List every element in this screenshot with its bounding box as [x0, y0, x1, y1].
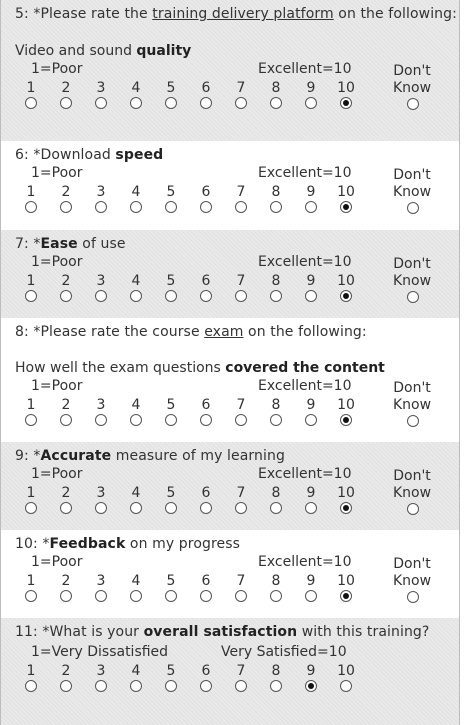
rating-radio-dont-know[interactable]: [407, 291, 419, 303]
rating-scale: [15, 253, 459, 307]
scale-number-6: 6: [201, 485, 211, 501]
scale-number-5: 5: [166, 573, 176, 589]
scale-high-anchor: Excellent=10: [258, 61, 352, 77]
question-subtitle: How well the exam questions covered the content: [15, 360, 385, 376]
rating-radio-7[interactable]: [235, 502, 247, 514]
scale-number-8: 8: [271, 573, 281, 589]
scale-number-6: 6: [201, 80, 211, 96]
rating-radio-9[interactable]: [305, 502, 317, 514]
scale-number-3: 3: [96, 80, 106, 96]
scale-number-9: 9: [306, 80, 316, 96]
rating-radio-9[interactable]: [305, 290, 317, 302]
rating-radio-4[interactable]: [130, 414, 142, 426]
scale-number-1: 1: [26, 80, 36, 96]
rating-radio-5[interactable]: [165, 590, 177, 602]
rating-radio-10[interactable]: [340, 502, 352, 514]
scale-number-10: 10: [337, 80, 355, 96]
scale-number-1: 1: [26, 573, 36, 589]
question-title: 6: *Download speed: [15, 147, 164, 163]
scale-number-5: 5: [166, 80, 176, 96]
rating-radio-9[interactable]: [305, 201, 317, 213]
question-title: 8: *Please rate the course exam on the following:: [15, 324, 367, 340]
scale-low-anchor: 1=Poor: [31, 466, 83, 482]
rating-radio-dont-know[interactable]: [407, 415, 419, 427]
rating-radio-4[interactable]: [130, 97, 142, 109]
scale-number-6: 6: [201, 273, 211, 289]
rating-scale: [15, 164, 459, 218]
rating-scale: [15, 553, 459, 607]
scale-number-3: 3: [96, 397, 106, 413]
scale-number-4: 4: [131, 184, 141, 200]
scale-number-8: 8: [271, 485, 281, 501]
scale-number-3: 3: [96, 663, 106, 679]
scale-number-5: 5: [166, 397, 176, 413]
scale-number-6: 6: [201, 184, 211, 200]
rating-radio-5[interactable]: [165, 97, 177, 109]
rating-scale: [15, 60, 459, 114]
rating-radio-7[interactable]: [235, 414, 247, 426]
rating-radio-2[interactable]: [60, 414, 72, 426]
rating-radio-8[interactable]: [270, 680, 282, 692]
scale-number-3: 3: [96, 184, 106, 200]
dont-know-label: [387, 256, 437, 290]
scale-number-7: 7: [236, 663, 246, 679]
rating-radio-4[interactable]: [130, 680, 142, 692]
rating-radio-dont-know[interactable]: [407, 202, 419, 214]
scale-number-9: 9: [306, 184, 316, 200]
dont-know-line-2: Know: [392, 80, 432, 96]
scale-number-5: 5: [166, 485, 176, 501]
scale-number-7: 7: [236, 184, 246, 200]
scale-number-9: 9: [306, 573, 316, 589]
rating-radio-7[interactable]: [235, 201, 247, 213]
question-7: [1, 230, 459, 318]
rating-radio-5[interactable]: [165, 201, 177, 213]
rating-radio-4[interactable]: [130, 590, 142, 602]
scale-number-8: 8: [271, 397, 281, 413]
dont-know-line-2: Know: [392, 273, 432, 289]
scale-number-10: 10: [337, 184, 355, 200]
scale-low-anchor: 1=Poor: [31, 554, 83, 570]
rating-radio-2[interactable]: [60, 680, 72, 692]
scale-number-10: 10: [337, 273, 355, 289]
rating-radio-10[interactable]: [340, 201, 352, 213]
rating-radio-6[interactable]: [200, 680, 212, 692]
rating-radio-3[interactable]: [95, 97, 107, 109]
rating-radio-1[interactable]: [25, 290, 37, 302]
rating-radio-10[interactable]: [340, 97, 352, 109]
dont-know-line-1: Don't: [393, 468, 431, 484]
rating-radio-5[interactable]: [165, 680, 177, 692]
dont-know-line-1: Don't: [393, 556, 431, 572]
rating-scale: [15, 465, 459, 519]
scale-number-4: 4: [131, 273, 141, 289]
rating-radio-7[interactable]: [235, 590, 247, 602]
rating-radio-1[interactable]: [25, 414, 37, 426]
rating-radio-8[interactable]: [270, 290, 282, 302]
rating-radio-9[interactable]: [305, 97, 317, 109]
rating-radio-1[interactable]: [25, 502, 37, 514]
question-title: 9: *Accurate measure of my learning: [15, 448, 285, 464]
dont-know-line-2: Know: [392, 397, 432, 413]
rating-radio-6[interactable]: [200, 590, 212, 602]
rating-radio-4[interactable]: [130, 201, 142, 213]
scale-number-2: 2: [61, 573, 71, 589]
question-8: [1, 318, 459, 442]
scale-number-10: 10: [337, 573, 355, 589]
scale-number-7: 7: [236, 397, 246, 413]
rating-radio-10[interactable]: [340, 290, 352, 302]
question-11: [1, 618, 459, 725]
rating-radio-6[interactable]: [200, 97, 212, 109]
rating-radio-dont-know[interactable]: [407, 591, 419, 603]
rating-radio-1[interactable]: [25, 680, 37, 692]
rating-radio-3[interactable]: [95, 590, 107, 602]
dont-know-label: [387, 380, 437, 414]
scale-number-7: 7: [236, 80, 246, 96]
dont-know-line-1: Don't: [393, 380, 431, 396]
rating-radio-5[interactable]: [165, 290, 177, 302]
rating-radio-3[interactable]: [95, 290, 107, 302]
dont-know-label: [387, 556, 437, 590]
rating-radio-6[interactable]: [200, 201, 212, 213]
scale-number-3: 3: [96, 485, 106, 501]
rating-radio-4[interactable]: [130, 502, 142, 514]
rating-radio-7[interactable]: [235, 290, 247, 302]
rating-radio-8[interactable]: [270, 590, 282, 602]
rating-radio-8[interactable]: [270, 201, 282, 213]
scale-low-anchor: 1=Poor: [31, 254, 83, 270]
rating-radio-dont-know[interactable]: [407, 503, 419, 515]
question-title: 11: *What is your overall satisfaction with this training?: [15, 624, 430, 640]
scale-number-10: 10: [337, 397, 355, 413]
scale-number-3: 3: [96, 273, 106, 289]
scale-number-3: 3: [96, 573, 106, 589]
rating-radio-3[interactable]: [95, 680, 107, 692]
dont-know-line-2: Know: [392, 485, 432, 501]
scale-low-anchor: 1=Very Dissatisfied: [31, 644, 169, 660]
rating-radio-2[interactable]: [60, 502, 72, 514]
rating-radio-2[interactable]: [60, 201, 72, 213]
scale-number-4: 4: [131, 397, 141, 413]
rating-radio-6[interactable]: [200, 502, 212, 514]
question-title: 7: *Ease of use: [15, 236, 126, 252]
scale-high-anchor: Excellent=10: [258, 378, 352, 394]
rating-radio-2[interactable]: [60, 290, 72, 302]
scale-number-1: 1: [26, 663, 36, 679]
scale-number-4: 4: [131, 573, 141, 589]
dont-know-line-1: Don't: [393, 167, 431, 183]
rating-scale: [15, 377, 459, 431]
scale-number-6: 6: [201, 663, 211, 679]
scale-number-1: 1: [26, 397, 36, 413]
scale-low-anchor: 1=Poor: [31, 378, 83, 394]
scale-number-5: 5: [166, 184, 176, 200]
scale-number-9: 9: [306, 397, 316, 413]
rating-radio-3[interactable]: [95, 201, 107, 213]
scale-number-7: 7: [236, 573, 246, 589]
scale-number-6: 6: [201, 573, 211, 589]
rating-radio-9[interactable]: [305, 680, 317, 692]
rating-radio-6[interactable]: [200, 414, 212, 426]
rating-radio-9[interactable]: [305, 590, 317, 602]
rating-radio-2[interactable]: [60, 97, 72, 109]
question-title: 5: *Please rate the training delivery platform on the following:: [15, 6, 457, 22]
rating-radio-5[interactable]: [165, 414, 177, 426]
scale-low-anchor: 1=Poor: [31, 165, 83, 181]
scale-number-2: 2: [61, 80, 71, 96]
rating-radio-dont-know[interactable]: [407, 98, 419, 110]
rating-radio-1[interactable]: [25, 201, 37, 213]
rating-radio-1[interactable]: [25, 590, 37, 602]
scale-number-8: 8: [271, 273, 281, 289]
rating-radio-9[interactable]: [305, 414, 317, 426]
scale-number-7: 7: [236, 273, 246, 289]
scale-number-8: 8: [271, 184, 281, 200]
rating-radio-8[interactable]: [270, 414, 282, 426]
scale-number-9: 9: [306, 273, 316, 289]
scale-low-anchor: 1=Poor: [31, 61, 83, 77]
question-9: [1, 442, 459, 530]
scale-number-4: 4: [131, 485, 141, 501]
scale-number-8: 8: [271, 80, 281, 96]
scale-number-5: 5: [166, 663, 176, 679]
dont-know-line-2: Know: [392, 184, 432, 200]
scale-number-1: 1: [26, 485, 36, 501]
dont-know-label: [387, 167, 437, 201]
scale-number-10: 10: [337, 663, 355, 679]
scale-number-6: 6: [201, 397, 211, 413]
rating-radio-3[interactable]: [95, 502, 107, 514]
scale-number-10: 10: [337, 485, 355, 501]
rating-radio-5[interactable]: [165, 502, 177, 514]
scale-number-9: 9: [306, 663, 316, 679]
rating-radio-2[interactable]: [60, 590, 72, 602]
rating-radio-7[interactable]: [235, 680, 247, 692]
question-5: [1, 0, 459, 141]
scale-high-anchor: Excellent=10: [258, 466, 352, 482]
scale-number-2: 2: [61, 663, 71, 679]
scale-high-anchor: Excellent=10: [258, 254, 352, 270]
dont-know-label: [387, 468, 437, 502]
question-10: [1, 530, 459, 618]
rating-scale: [15, 643, 459, 697]
scale-number-1: 1: [26, 184, 36, 200]
scale-number-2: 2: [61, 485, 71, 501]
rating-radio-8[interactable]: [270, 97, 282, 109]
scale-number-4: 4: [131, 80, 141, 96]
rating-radio-8[interactable]: [270, 502, 282, 514]
scale-high-anchor: Excellent=10: [258, 165, 352, 181]
rating-radio-6[interactable]: [200, 290, 212, 302]
scale-high-anchor: Very Satisfied=10: [221, 644, 347, 660]
dont-know-line-2: Know: [392, 573, 432, 589]
rating-radio-3[interactable]: [95, 414, 107, 426]
rating-radio-7[interactable]: [235, 97, 247, 109]
rating-radio-4[interactable]: [130, 290, 142, 302]
question-subtitle: Video and sound quality: [15, 43, 192, 59]
rating-radio-1[interactable]: [25, 97, 37, 109]
question-6: [1, 141, 459, 230]
scale-high-anchor: Excellent=10: [258, 554, 352, 570]
dont-know-label: [387, 63, 437, 97]
scale-number-1: 1: [26, 273, 36, 289]
scale-number-2: 2: [61, 397, 71, 413]
dont-know-line-1: Don't: [393, 256, 431, 272]
scale-number-4: 4: [131, 663, 141, 679]
dont-know-line-1: Don't: [393, 63, 431, 79]
scale-number-9: 9: [306, 485, 316, 501]
scale-number-2: 2: [61, 273, 71, 289]
rating-radio-10[interactable]: [340, 414, 352, 426]
question-title: 10: *Feedback on my progress: [15, 536, 241, 552]
rating-radio-10[interactable]: [340, 590, 352, 602]
scale-number-7: 7: [236, 485, 246, 501]
scale-number-8: 8: [271, 663, 281, 679]
scale-number-2: 2: [61, 184, 71, 200]
rating-radio-10[interactable]: [340, 680, 352, 692]
scale-number-5: 5: [166, 273, 176, 289]
